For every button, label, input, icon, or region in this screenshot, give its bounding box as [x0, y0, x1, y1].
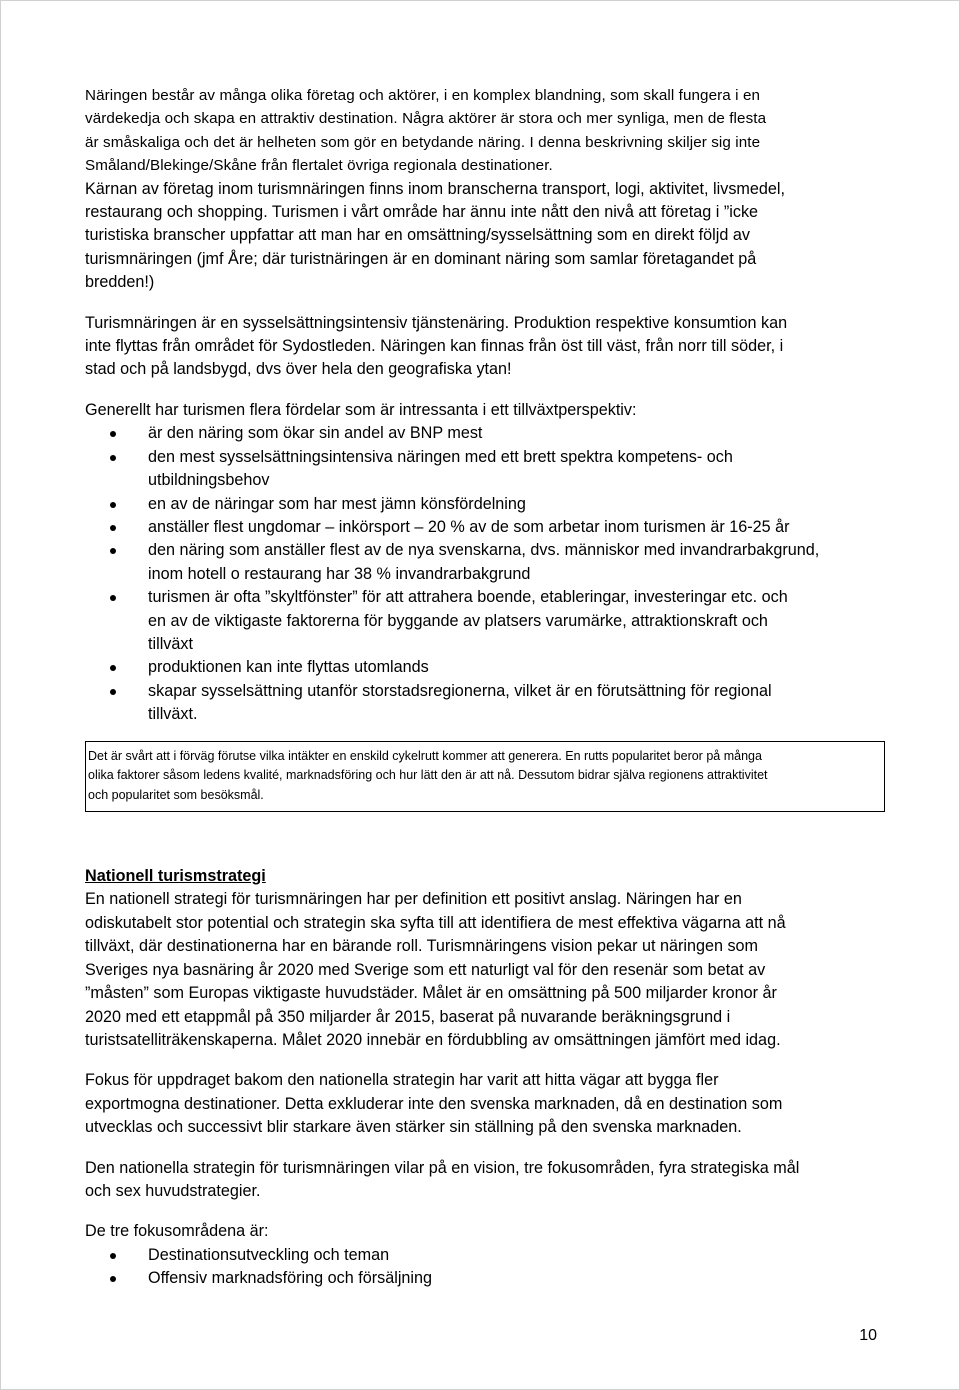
- list-item: [85, 539, 885, 586]
- text-line: en av de näringar som har mest jämn könsfördelning: [148, 494, 526, 513]
- text-line: inom hotell o restaurang har 38 % invandrarbakgrund: [148, 564, 531, 583]
- paragraph-service-industry: [85, 312, 885, 382]
- strategy-paragraph-1: [85, 888, 885, 1052]
- bullet-icon: [110, 455, 116, 461]
- text-line: Kärnan av företag inom turismnäringen finns inom branscherna transport, logi, aktivitet, livsmedel,: [85, 179, 785, 198]
- focus-intro: De tre fokusområdena är:: [85, 1222, 269, 1241]
- text-line: är småskaliga och det är helheten som gör en betydande näring. I denna beskrivning skiljer sig inte: [85, 133, 761, 151]
- list-item: [85, 586, 885, 656]
- text-line: den näring som anställer flest av de nya svenskarna, dvs. människor med invandrarbakgrund,: [148, 541, 820, 560]
- text-line: restaurang och shopping. Turismen i vårt område har ännu inte nått den nivå att företag i ”icke: [85, 203, 759, 222]
- text-line: Turismnäringen är en sysselsättningsintensiv tjänstenäring. Produktion respektive konsumtion kan: [85, 313, 788, 332]
- text-line: och popularitet som besöksmål.: [88, 787, 264, 802]
- text-line: produktionen kan inte flyttas utomlands: [148, 658, 429, 677]
- section-heading: Nationell turismstrategi: [85, 867, 266, 886]
- text-line: olika faktorer såsom ledens kvalité, marknadsföring och hur lätt den är att nå. Dessutom bidrar själva regionens attraktivitet: [88, 768, 768, 783]
- text-line: 2020 med ett etappmål på 350 miljarder år 2015, baserat på nuvarande beräkningsgrund i: [85, 1007, 731, 1026]
- text-line: värdekedja och skapa en attraktiv destination. Några aktörer är stora och mer synliga, men de flesta: [85, 110, 767, 128]
- list-item: [85, 1267, 885, 1290]
- advantages-list: [85, 422, 885, 726]
- list-item: [85, 1244, 885, 1267]
- list-item: [85, 680, 885, 727]
- text-line: anställer flest ungdomar – inkörsport – 20 % av de som arbetar inom turismen är 16-25 år: [148, 517, 790, 536]
- bullet-icon: [110, 1276, 116, 1282]
- list-item: [85, 516, 885, 539]
- text-line: tillväxt.: [148, 705, 198, 724]
- advantages-intro: Generellt har turismen flera fördelar som är intressanta i ett tillväxtperspektiv:: [85, 400, 637, 419]
- focus-list: [85, 1244, 885, 1291]
- strategy-paragraph-2: [85, 1069, 885, 1139]
- bullet-icon: [110, 689, 116, 695]
- text-line: Det är svårt att i förväg förutse vilka intäkter en enskild cykelrutt kommer att generera. En rutts popularitet beror på många: [88, 748, 762, 763]
- text-line: stad och på landsbygd, dvs över hela den geografiska ytan!: [85, 360, 512, 379]
- text-line: utbildningsbehov: [148, 471, 270, 490]
- text-line: bredden!): [85, 273, 155, 292]
- text-line: turismnäringen (jmf Åre; där turistnäringen är en dominant näring som samlar företagandet på: [85, 249, 757, 268]
- bullet-icon: [110, 525, 116, 531]
- text-line: tillväxt: [148, 634, 193, 653]
- bullet-icon: [110, 665, 116, 671]
- bullet-icon: [110, 548, 116, 554]
- bullet-icon: [110, 502, 116, 508]
- text-line: turistiska branscher uppfattar att man har en omsättning/sysselsättning som en direkt följd av: [85, 226, 750, 245]
- text-line: Destinationsutveckling och teman: [148, 1245, 390, 1264]
- bullet-icon: [110, 595, 116, 601]
- text-line: och sex huvudstrategier.: [85, 1181, 261, 1200]
- text-line: ”måsten” som Europas viktigaste huvudstäder. Målet är en omsättning på 500 miljarder kronor år: [85, 984, 777, 1003]
- text-line: en av de viktigaste faktorerna för byggande av platsers varumärke, attraktionskraft och: [148, 611, 768, 630]
- text-line: Småland/Blekinge/Skåne från flertalet övriga regionala destinationer.: [85, 157, 553, 175]
- text-line: är den näring som ökar sin andel av BNP mest: [148, 424, 483, 443]
- text-line: Fokus för uppdraget bakom den nationella strategin har varit att hitta vägar att bygga fler: [85, 1071, 719, 1090]
- text-line: Näringen består av många olika företag och aktörer, i en komplex blandning, som skall fungera i en: [85, 87, 761, 104]
- list-item: [85, 422, 885, 445]
- text-line: exportmogna destinationer. Detta exkluderar inte den svenska marknaden, då en destination som: [85, 1094, 783, 1113]
- list-item: [85, 493, 885, 516]
- bullet-icon: [110, 431, 116, 437]
- text-line: den mest sysselsättningsintensiva näringen med ett brett spektra kompetens- och: [148, 447, 733, 466]
- text-line: skapar sysselsättning utanför storstadsregionerna, vilket är en förutsättning för regional: [148, 681, 772, 700]
- intro-block-b: [85, 178, 885, 295]
- intro-paragraph: [85, 84, 885, 295]
- text-line: En nationell strategi för turismnäringen har per definition ett positivt anslag. Näringen har en: [85, 890, 742, 909]
- text-line: tillväxt, där destinationerna har en bärande roll. Turismnäringens vision pekar ut näringen som: [85, 937, 759, 956]
- list-item: [85, 446, 885, 493]
- text-line: utvecklas och successivt blir starkare även stärker sin ställning på den svenska marknaden.: [85, 1118, 742, 1137]
- text-line: odiskutabelt stor potential och strategin ska syfta till att identifiera de mest effektiva vägarna att nå: [85, 913, 786, 932]
- strategy-paragraph-3: [85, 1157, 885, 1204]
- intro-block-a: [85, 84, 885, 178]
- text-line: turismen är ofta ”skyltfönster” för att attrahera boende, etableringar, investeringar etc. och: [148, 588, 788, 607]
- note-box: [85, 741, 885, 813]
- page-content: [85, 84, 885, 1291]
- text-line: Offensiv marknadsföring och försäljning: [148, 1269, 433, 1288]
- text-line: inte flyttas från området för Sydostleden. Näringen kan finnas från öst till väst, från norr till söder, i: [85, 337, 784, 356]
- bullet-icon: [110, 1253, 116, 1259]
- page-number: 10: [859, 1327, 877, 1344]
- text-line: turistsatelliträkenskaperna. Målet 2020 innebär en fördubbling av omsättningen jämfört med idag.: [85, 1030, 781, 1049]
- text-line: Sveriges nya basnäring år 2020 med Sverige som ett naturligt val för den resenär som betat av: [85, 960, 766, 979]
- list-item: [85, 656, 885, 679]
- text-line: Den nationella strategin för turismnäringen vilar på en vision, tre fokusområden, fyra strategiska mål: [85, 1158, 800, 1177]
